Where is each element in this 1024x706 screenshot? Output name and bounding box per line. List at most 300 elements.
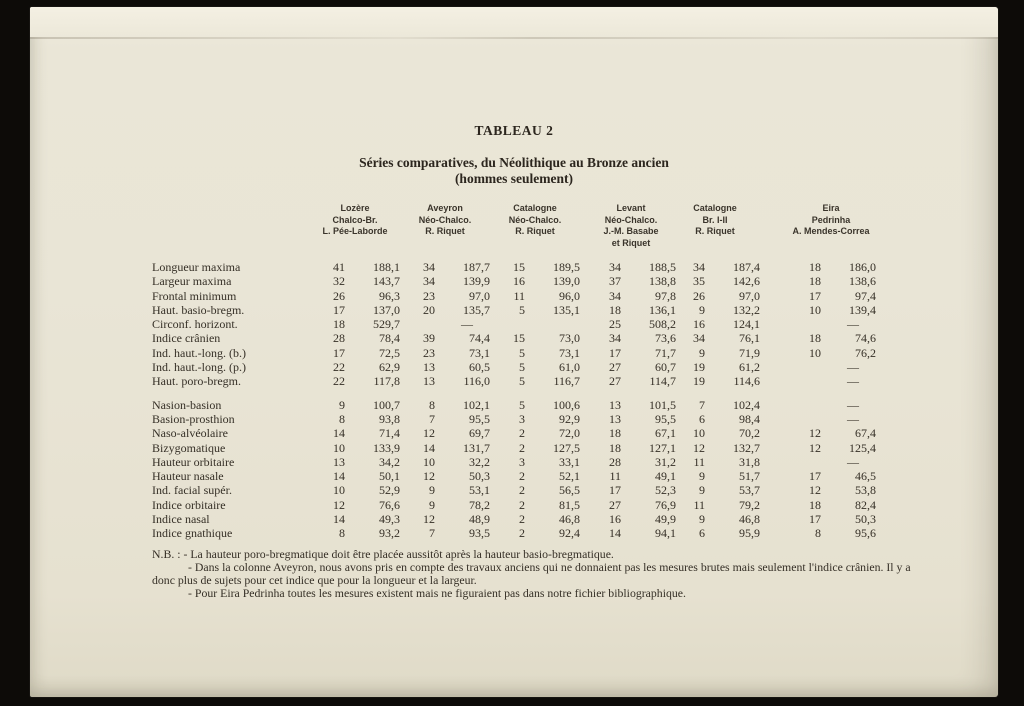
mean-value: 67,4 xyxy=(855,426,876,441)
mean-value: 117,8 xyxy=(373,374,400,389)
sample-count: 26 xyxy=(333,288,345,303)
mean-value: 132,2 xyxy=(733,302,760,317)
mean-value: 79,2 xyxy=(739,497,760,512)
mean-value: 114,7 xyxy=(649,374,676,389)
data-cell xyxy=(580,455,676,469)
mean-value: 31,8 xyxy=(739,454,760,469)
mean-value: 32,2 xyxy=(469,454,490,469)
mean-value: 93,8 xyxy=(379,411,400,426)
mean-value: 92,9 xyxy=(559,411,580,426)
data-cell xyxy=(400,412,490,426)
data-cell xyxy=(676,346,760,360)
data-cell xyxy=(676,483,760,497)
data-cell xyxy=(580,346,676,360)
mean-value: 97,8 xyxy=(655,288,676,303)
sample-count: 32 xyxy=(333,274,345,289)
column-header-line: Eira xyxy=(822,203,840,213)
mean-value: 94,1 xyxy=(655,526,676,541)
column-header-line: Catalogne xyxy=(693,203,737,213)
row-label: Haut. basio-bregm. xyxy=(152,302,245,317)
mean-value: 49,3 xyxy=(379,512,400,527)
data-cell xyxy=(676,374,760,388)
sample-count: 16 xyxy=(513,274,525,289)
mean-value: — xyxy=(847,374,859,389)
sample-count: 9 xyxy=(339,397,345,412)
data-cell xyxy=(490,426,580,440)
data-cell xyxy=(580,526,676,540)
sample-count: 15 xyxy=(513,260,525,274)
data-cell xyxy=(580,498,676,512)
column-header-catalogne-br xyxy=(670,203,760,238)
data-cell xyxy=(760,412,876,426)
data-cell xyxy=(400,346,490,360)
data-cell xyxy=(490,374,580,388)
mean-value: 97,0 xyxy=(469,288,490,303)
data-cell xyxy=(760,331,876,345)
sample-count: 26 xyxy=(693,288,705,303)
mean-value: 70,2 xyxy=(739,426,760,441)
data-cell xyxy=(490,398,580,412)
data-cell xyxy=(580,374,676,388)
data-cell xyxy=(676,455,760,469)
mean-value: 188,1 xyxy=(373,260,400,274)
note-line-2: - Dans la colonne Aveyron, nous avons pris en compte des travaux anciens qui ne donnaient pas les mesures brutes mais seulement l'indice crânien. Il y a donc plus de sujets pour cet indice que pour la longueur et la largeur. xyxy=(152,559,911,588)
mean-value: 31,2 xyxy=(655,454,676,469)
row-label: Haut. poro-bregm. xyxy=(152,374,241,389)
sample-count: 11 xyxy=(609,469,621,484)
sample-count: 18 xyxy=(809,331,821,346)
data-cell xyxy=(760,483,876,497)
column-header-line: Néo-Chalco. xyxy=(508,214,562,225)
page-crease xyxy=(30,37,998,39)
column-header-aveyron xyxy=(400,203,490,238)
data-cell xyxy=(400,317,490,331)
sample-count: 9 xyxy=(699,345,705,360)
data-cell xyxy=(580,398,676,412)
mean-value: 74,4 xyxy=(469,331,490,346)
table-row xyxy=(152,526,942,540)
data-cell xyxy=(676,526,760,540)
mean-value: 46,5 xyxy=(855,469,876,484)
table-row xyxy=(152,303,942,317)
data-cell xyxy=(580,441,676,455)
mean-value: 93,2 xyxy=(379,526,400,541)
column-header-line: Pedrinha xyxy=(811,214,851,225)
data-cell xyxy=(327,441,400,455)
sample-count: 7 xyxy=(429,526,435,541)
table-title: TABLEAU 2 xyxy=(474,123,554,138)
sample-count: 23 xyxy=(423,288,435,303)
sample-count: 10 xyxy=(809,345,821,360)
data-cell xyxy=(580,412,676,426)
sample-count: 3 xyxy=(519,454,525,469)
data-cell xyxy=(400,331,490,345)
sample-count xyxy=(499,317,525,331)
data-cell xyxy=(400,374,490,388)
row-label: Nasion-basion xyxy=(152,397,222,412)
data-cell xyxy=(327,412,400,426)
sample-count: 10 xyxy=(809,302,821,317)
sample-count: 2 xyxy=(519,512,525,527)
data-cell xyxy=(490,512,580,526)
sample-count: 9 xyxy=(699,302,705,317)
sample-count: 23 xyxy=(423,345,435,360)
data-cell xyxy=(327,455,400,469)
mean-value: 76,6 xyxy=(379,497,400,512)
sample-count: 10 xyxy=(423,454,435,469)
sample-count: 18 xyxy=(609,302,621,317)
column-header-line: et Riquet xyxy=(611,237,651,248)
mean-value: 142,6 xyxy=(733,274,760,289)
sample-count: 12 xyxy=(809,426,821,441)
data-cell xyxy=(490,441,580,455)
mean-value: 139,9 xyxy=(463,274,490,289)
sample-count: 14 xyxy=(333,512,345,527)
table-row xyxy=(152,426,942,440)
data-cell xyxy=(580,317,676,331)
mean-value: 49,9 xyxy=(655,512,676,527)
sample-count: 34 xyxy=(609,260,621,274)
mean-value: 34,2 xyxy=(379,454,400,469)
mean-value: 52,9 xyxy=(379,483,400,498)
mean-value: 131,7 xyxy=(463,440,490,455)
data-cell xyxy=(400,512,490,526)
mean-value: 74,6 xyxy=(855,331,876,346)
mean-value: 100,6 xyxy=(553,397,580,412)
data-cell xyxy=(490,346,580,360)
mean-value: 76,9 xyxy=(655,497,676,512)
mean-value: 50,1 xyxy=(379,469,400,484)
data-cell xyxy=(400,455,490,469)
table-subtitle: Séries comparatives, du Néolithique au Bronze ancien xyxy=(359,155,669,170)
data-cell xyxy=(490,455,580,469)
mean-value: 132,7 xyxy=(733,440,760,455)
sample-count xyxy=(409,317,435,331)
mean-value: 73,0 xyxy=(559,331,580,346)
data-cell xyxy=(676,469,760,483)
mean-value: 60,7 xyxy=(655,360,676,375)
data-cell xyxy=(400,289,490,303)
mean-value: 135,1 xyxy=(553,302,580,317)
mean-value xyxy=(534,317,580,331)
sample-count: 10 xyxy=(333,483,345,498)
mean-value: 53,7 xyxy=(739,483,760,498)
table-row xyxy=(152,455,942,469)
mean-value: 125,4 xyxy=(849,440,876,455)
column-header-line: Néo-Chalco. xyxy=(604,214,658,225)
sample-count: 17 xyxy=(809,469,821,484)
mean-value: 76,2 xyxy=(855,345,876,360)
mean-value: — xyxy=(847,397,859,412)
table-row xyxy=(152,412,942,426)
mean-value: 135,7 xyxy=(463,302,490,317)
data-cell xyxy=(580,303,676,317)
table-row xyxy=(152,469,942,483)
sample-count: 12 xyxy=(809,483,821,498)
mean-value: 96,0 xyxy=(559,288,580,303)
data-cell xyxy=(400,469,490,483)
mean-value: 508,2 xyxy=(649,317,676,332)
mean-value: 78,2 xyxy=(469,497,490,512)
data-cell xyxy=(580,469,676,483)
mean-value: 71,9 xyxy=(739,345,760,360)
sample-count: 20 xyxy=(423,302,435,317)
sample-count: 28 xyxy=(609,454,621,469)
sample-count: 16 xyxy=(693,317,705,332)
row-label: Indice orbitaire xyxy=(152,497,226,512)
data-cell xyxy=(490,526,580,540)
mean-value: 92,4 xyxy=(559,526,580,541)
data-cell xyxy=(490,498,580,512)
mean-value: 127,5 xyxy=(553,440,580,455)
mean-value: 46,8 xyxy=(559,512,580,527)
mean-value: 48,9 xyxy=(469,512,490,527)
column-header-line: Levant xyxy=(616,203,646,213)
data-cell xyxy=(580,331,676,345)
sample-count: 2 xyxy=(519,469,525,484)
sample-count: 13 xyxy=(333,454,345,469)
mean-value: 143,7 xyxy=(373,274,400,289)
mean-value: 51,7 xyxy=(739,469,760,484)
sample-count: 6 xyxy=(699,411,705,426)
mean-value: 96,3 xyxy=(379,288,400,303)
note-line-1 xyxy=(152,548,927,561)
mean-value: — xyxy=(847,454,859,469)
data-cell xyxy=(676,303,760,317)
data-cell xyxy=(400,483,490,497)
mean-value: 67,1 xyxy=(655,426,676,441)
data-cell xyxy=(760,289,876,303)
data-cell xyxy=(760,455,876,469)
mean-value: 81,5 xyxy=(559,497,580,512)
data-cell xyxy=(327,360,400,374)
mean-value: 95,6 xyxy=(855,526,876,541)
data-cell xyxy=(760,526,876,540)
data-cell xyxy=(490,317,580,331)
row-label: Hauteur nasale xyxy=(152,469,224,484)
data-cell xyxy=(676,398,760,412)
sample-count: 12 xyxy=(333,497,345,512)
mean-value: 138,8 xyxy=(649,274,676,289)
data-cell xyxy=(490,469,580,483)
data-cell xyxy=(400,274,490,288)
sample-count: 11 xyxy=(513,288,525,303)
data-cell xyxy=(327,289,400,303)
row-label: Bizygomatique xyxy=(152,440,226,455)
sample-count: 17 xyxy=(809,288,821,303)
sample-count: 9 xyxy=(699,469,705,484)
sample-count: 41 xyxy=(333,260,345,274)
data-cell xyxy=(676,441,760,455)
data-cell xyxy=(327,512,400,526)
sample-count: 14 xyxy=(333,469,345,484)
data-cell xyxy=(676,360,760,374)
sample-count: 8 xyxy=(815,526,821,541)
data-cell xyxy=(676,289,760,303)
sample-count: 39 xyxy=(423,331,435,346)
sample-count: 8 xyxy=(339,411,345,426)
data-cell xyxy=(490,274,580,288)
row-label: Naso-alvéolaire xyxy=(152,426,228,441)
data-cell xyxy=(580,360,676,374)
mean-value: 139,4 xyxy=(849,302,876,317)
data-cell xyxy=(760,498,876,512)
sample-count: 8 xyxy=(339,526,345,541)
mean-value: 124,1 xyxy=(733,317,760,332)
data-cell xyxy=(327,303,400,317)
table-content xyxy=(152,203,942,600)
sample-count xyxy=(795,374,821,388)
mean-value: 61,2 xyxy=(739,360,760,375)
mean-value: 95,9 xyxy=(739,526,760,541)
data-cell xyxy=(400,441,490,455)
sample-count: 18 xyxy=(809,497,821,512)
sample-count: 27 xyxy=(609,374,621,389)
mean-value: 188,5 xyxy=(649,260,676,274)
mean-value: 136,1 xyxy=(649,302,676,317)
footnotes xyxy=(152,548,927,601)
sample-count: 9 xyxy=(699,483,705,498)
data-cell xyxy=(327,526,400,540)
mean-value: 50,3 xyxy=(469,469,490,484)
data-cell xyxy=(760,274,876,288)
column-header-line: Chalco-Br. xyxy=(332,214,378,225)
data-cell xyxy=(327,346,400,360)
table-row xyxy=(152,483,942,497)
sample-count xyxy=(795,398,821,412)
sample-count: 5 xyxy=(519,360,525,375)
data-cell xyxy=(760,441,876,455)
data-cell xyxy=(580,512,676,526)
data-cell xyxy=(676,426,760,440)
mean-value: 72,5 xyxy=(379,345,400,360)
note-text-1: - La hauteur poro-bregmatique doit être placée aussitôt après la hauteur basio-bregmatique. xyxy=(183,546,614,561)
mean-value: 46,8 xyxy=(739,512,760,527)
table-row xyxy=(152,289,942,303)
sample-count: 34 xyxy=(609,331,621,346)
sample-count: 7 xyxy=(699,397,705,412)
mean-value: 76,1 xyxy=(739,331,760,346)
data-cell xyxy=(676,498,760,512)
sample-count: 12 xyxy=(423,426,435,441)
data-cell xyxy=(400,526,490,540)
mean-value: 73,1 xyxy=(559,345,580,360)
sample-count: 11 xyxy=(693,497,705,512)
mean-value: 53,8 xyxy=(855,483,876,498)
data-cell xyxy=(760,469,876,483)
mean-value: 53,1 xyxy=(469,483,490,498)
mean-value: 133,9 xyxy=(373,440,400,455)
data-cell xyxy=(400,260,490,274)
column-header-eira xyxy=(786,203,876,238)
sample-count: 13 xyxy=(609,411,621,426)
sample-count: 17 xyxy=(333,302,345,317)
sample-count xyxy=(795,412,821,426)
mean-value: 52,3 xyxy=(655,483,676,498)
data-cell xyxy=(490,260,580,274)
sample-count: 34 xyxy=(609,288,621,303)
data-cell xyxy=(580,260,676,274)
mean-value: 187,4 xyxy=(733,260,760,274)
note-line-3: - Pour Eira Pedrinha toutes les mesures existent mais ne figuraient pas dans notre fichier bibliographique. xyxy=(188,586,686,601)
sample-count: 34 xyxy=(423,260,435,274)
sample-count: 22 xyxy=(333,360,345,375)
mean-value: 529,7 xyxy=(373,317,400,332)
sample-count: 2 xyxy=(519,440,525,455)
data-cell xyxy=(490,303,580,317)
data-cell xyxy=(760,303,876,317)
table-row xyxy=(152,360,942,374)
sample-count: 11 xyxy=(693,454,705,469)
data-cell xyxy=(327,483,400,497)
row-label: Longueur maxima xyxy=(152,260,241,274)
sample-count: 34 xyxy=(423,274,435,289)
data-cell xyxy=(327,274,400,288)
mean-value: 116,7 xyxy=(553,374,580,389)
column-header-line: R. Riquet xyxy=(515,226,555,237)
data-cell xyxy=(400,303,490,317)
column-header-line: A. Mendes-Correa xyxy=(792,226,870,237)
mean-value: 102,1 xyxy=(463,397,490,412)
data-cell xyxy=(760,374,876,388)
row-label: Ind. haut.-long. (p.) xyxy=(152,360,246,375)
sample-count: 12 xyxy=(809,440,821,455)
mean-value: 102,4 xyxy=(733,397,760,412)
mean-value: 73,1 xyxy=(469,345,490,360)
data-cell xyxy=(490,289,580,303)
data-cell xyxy=(490,412,580,426)
row-label: Ind. haut.-long. (b.) xyxy=(152,345,246,360)
sample-count: 3 xyxy=(519,411,525,426)
sample-count: 12 xyxy=(423,512,435,527)
row-label: Basion-prosthion xyxy=(152,411,235,426)
mean-value: — xyxy=(847,411,859,426)
data-cell xyxy=(760,426,876,440)
data-cell xyxy=(676,412,760,426)
mean-value: — xyxy=(847,360,859,375)
data-cell xyxy=(676,260,760,274)
row-label: Circonf. horizont. xyxy=(152,317,238,332)
sample-count: 2 xyxy=(519,497,525,512)
data-cell xyxy=(760,360,876,374)
mean-value: 116,0 xyxy=(463,374,490,389)
table-row xyxy=(152,260,942,274)
mean-value: 56,5 xyxy=(559,483,580,498)
sample-count: 14 xyxy=(609,526,621,541)
mean-value: 61,0 xyxy=(559,360,580,375)
mean-value: 127,1 xyxy=(649,440,676,455)
sample-count: 5 xyxy=(519,345,525,360)
data-cell xyxy=(327,498,400,512)
data-cell xyxy=(490,331,580,345)
mean-value: 78,4 xyxy=(379,331,400,346)
data-cell xyxy=(676,274,760,288)
sample-count: 19 xyxy=(693,360,705,375)
sample-count xyxy=(795,455,821,469)
sample-count: 2 xyxy=(519,426,525,441)
sample-count: 25 xyxy=(609,317,621,332)
mean-value: 98,4 xyxy=(739,411,760,426)
mean-value: 71,4 xyxy=(379,426,400,441)
mean-value: 82,4 xyxy=(855,497,876,512)
table-subtitle-parenthetical: (hommes seulement) xyxy=(454,171,574,186)
sample-count: 17 xyxy=(809,512,821,527)
data-cell xyxy=(400,498,490,512)
mean-value: 62,9 xyxy=(379,360,400,375)
nb-label: N.B. : xyxy=(152,546,184,561)
sample-count: 14 xyxy=(423,440,435,455)
mean-value: 137,0 xyxy=(373,302,400,317)
